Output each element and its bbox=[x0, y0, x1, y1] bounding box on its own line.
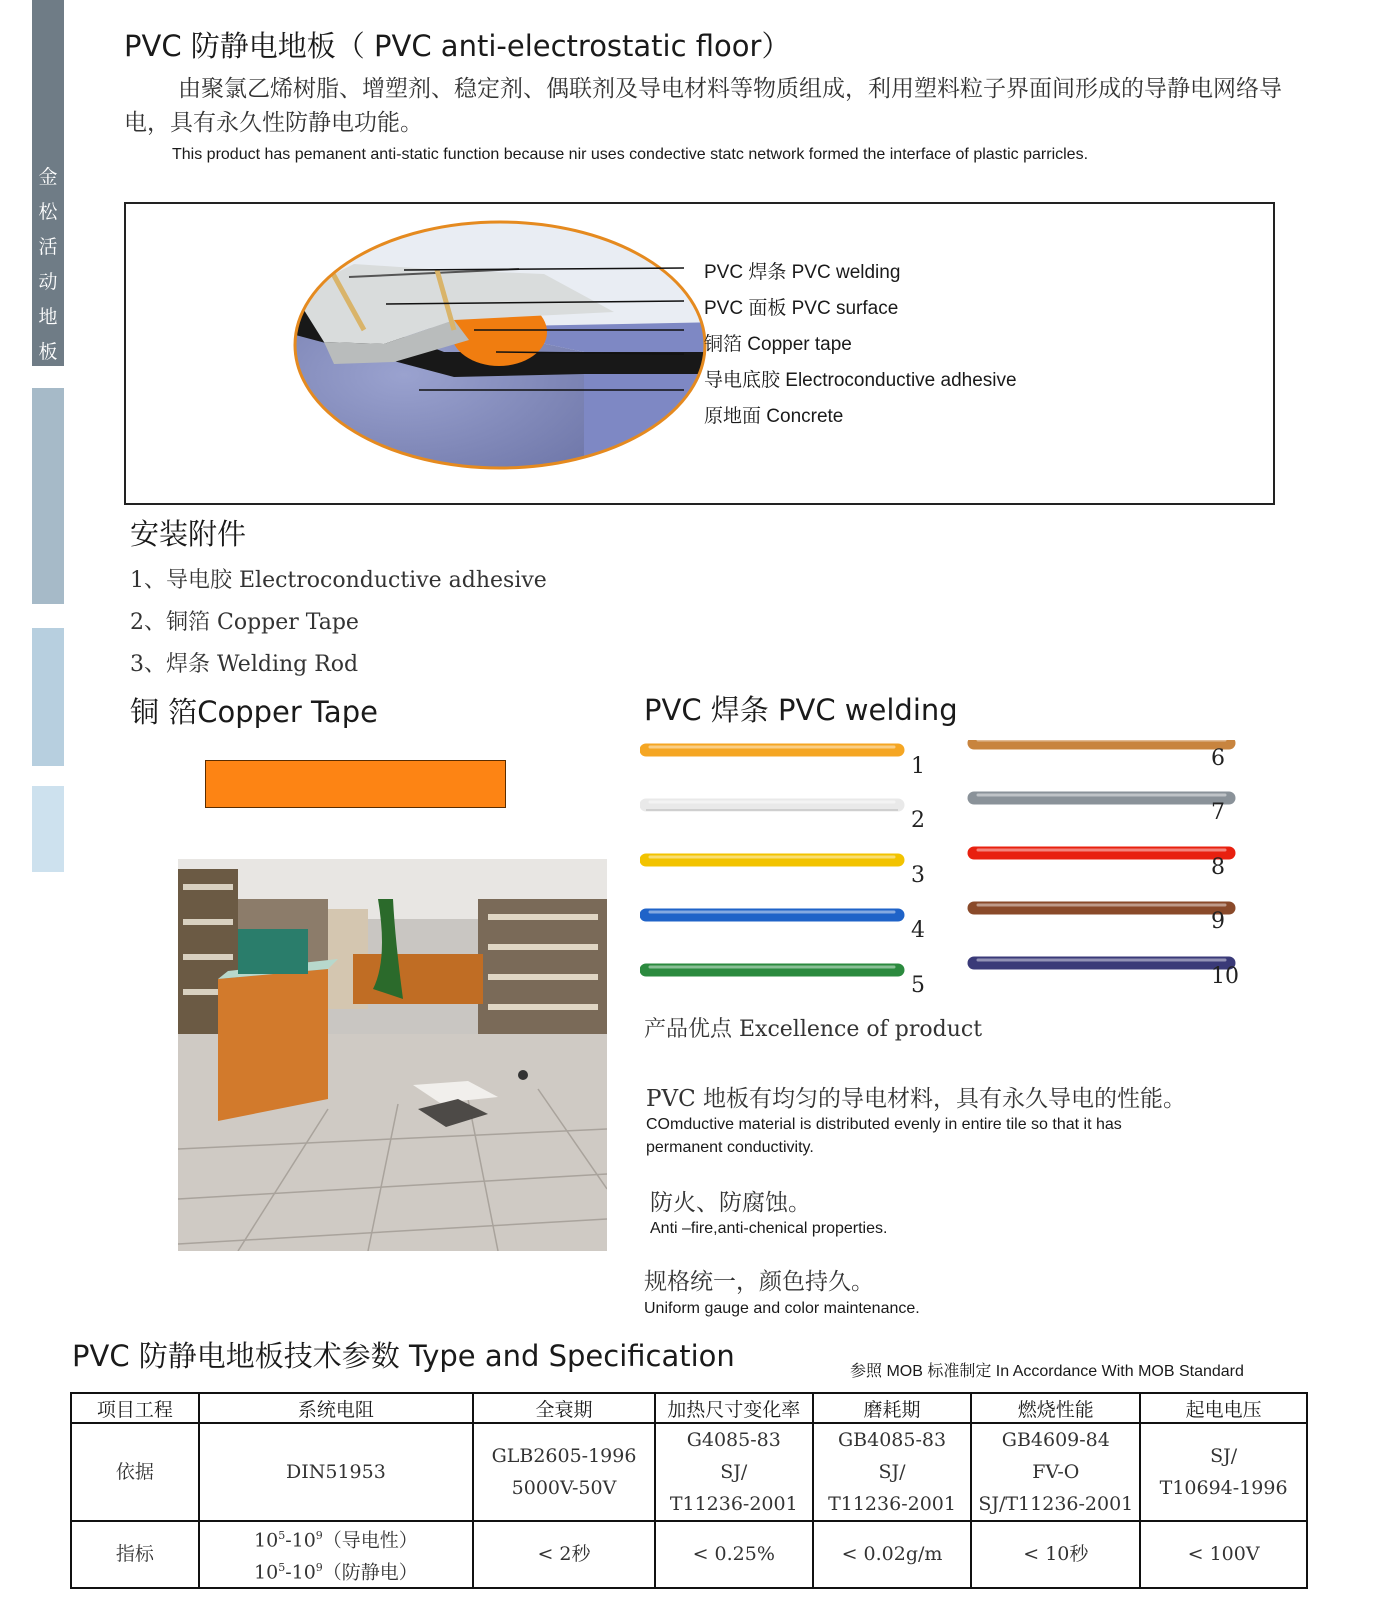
accessories-heading: 安装附件 bbox=[130, 517, 247, 551]
accessory-item: 2、铜箔 Copper Tape bbox=[130, 610, 359, 635]
cell-line: T11236-2001 bbox=[669, 1493, 798, 1515]
intro-english: This product has pemanent anti-static function because nir uses condective statc network formed the interface of plastic parricles. bbox=[172, 146, 1089, 163]
spec-heading: PVC 防静电地板技术参数 Type and Specification bbox=[72, 1339, 735, 1373]
spec-header-cell: 项目工程 bbox=[71, 1393, 199, 1423]
rod-number: 2 bbox=[911, 808, 925, 833]
exponent: 9 bbox=[315, 1561, 323, 1575]
cell-line: T10694-1996 bbox=[1159, 1477, 1288, 1499]
row-label: 依据 bbox=[71, 1423, 199, 1521]
decay-standard bbox=[473, 1423, 655, 1521]
excellence-heading: 产品优点 Excellence of product bbox=[644, 1017, 983, 1042]
copper-tape-swatch bbox=[205, 760, 506, 808]
note: （防静电） bbox=[322, 1561, 418, 1584]
accessory-item: 1、导电胶 Electroconductive adhesive bbox=[130, 568, 547, 593]
layer-label-adhesive: 导电底胶 Electroconductive adhesive bbox=[704, 370, 1017, 391]
page-title: PVC 防静电地板（ PVC anti-electrostatic floor） bbox=[124, 29, 791, 63]
cell-line: GLB2605-1996 bbox=[491, 1445, 637, 1467]
spec-row-basis bbox=[71, 1423, 1307, 1521]
brand-char: 松 bbox=[38, 201, 58, 223]
cell-line: SJ/ bbox=[1210, 1445, 1238, 1467]
rod-number: 8 bbox=[1211, 855, 1225, 880]
voltage-standard bbox=[1140, 1423, 1307, 1521]
spec-row-index bbox=[71, 1521, 1307, 1588]
cell-line: FV-O bbox=[1032, 1461, 1080, 1483]
copper-tape-heading: 铜 箔Copper Tape bbox=[130, 695, 378, 729]
excellence-point-en: Uniform gauge and color maintenance. bbox=[644, 1300, 920, 1317]
intro-chinese: 由聚氯乙烯树脂、增塑剂、稳定剂、偶联剂及导电材料等物质组成，利用塑料粒子界面间形成的导静电网络导电，具有永久性防静电功能。 bbox=[124, 76, 1282, 136]
exponent: 5 bbox=[278, 1529, 286, 1542]
spec-header-cell: 全衰期 bbox=[473, 1393, 655, 1423]
spec-note: 参照 MOB 标准制定 In Accordance With MOB Standard bbox=[850, 1363, 1244, 1380]
note: （导电性） bbox=[322, 1529, 418, 1552]
excellence-point-cn: 防火、防腐蚀。 bbox=[650, 1190, 811, 1216]
heat-standard bbox=[655, 1423, 813, 1521]
spec-header-row bbox=[71, 1393, 1307, 1423]
rod-number: 3 bbox=[911, 863, 925, 888]
excellence-point-en: permanent conductivity. bbox=[646, 1139, 814, 1156]
rod-number: 7 bbox=[1211, 800, 1225, 825]
wear-value: < 0.02g/m bbox=[813, 1521, 972, 1588]
cell-line: G4085-83 bbox=[686, 1429, 781, 1451]
rod-number: 9 bbox=[1211, 909, 1225, 934]
rod-number: 1 bbox=[911, 754, 925, 779]
excellence-point-en: Anti –fire,anti-chenical properties. bbox=[650, 1220, 888, 1237]
brand-char: 活 bbox=[38, 236, 58, 258]
fire-standard bbox=[971, 1423, 1140, 1521]
rod-number: 4 bbox=[911, 918, 925, 943]
cell-line bbox=[200, 1554, 472, 1586]
sidebar-band-1 bbox=[32, 388, 64, 604]
wear-standard bbox=[813, 1423, 972, 1521]
excellence-point-cn: 规格统一，颜色持久。 bbox=[644, 1269, 874, 1295]
brand-char: 地 bbox=[38, 306, 58, 328]
welding-rods bbox=[640, 740, 1250, 990]
resistance-value bbox=[199, 1521, 473, 1588]
exponent: 9 bbox=[315, 1529, 323, 1542]
cell-line: GB4085-83 bbox=[837, 1429, 947, 1451]
spec-table bbox=[70, 1392, 1308, 1589]
exponent: 5 bbox=[278, 1561, 286, 1575]
cell-line: GB4609-84 bbox=[1001, 1429, 1110, 1451]
resistance-standard: DIN51953 bbox=[199, 1423, 473, 1521]
spec-header-cell: 起电电压 bbox=[1140, 1393, 1307, 1423]
cell-line: T11236-2001 bbox=[828, 1493, 956, 1515]
cell-line bbox=[200, 1522, 472, 1554]
cell-line: SJ/ bbox=[720, 1461, 748, 1483]
cell-line: SJ/ bbox=[878, 1461, 906, 1483]
cell-line: 5000V-50V bbox=[511, 1477, 617, 1499]
layer-label-copper: 铜箔 Copper tape bbox=[704, 334, 852, 355]
layer-label-welding: PVC 焊条 PVC welding bbox=[704, 262, 901, 283]
num: 10 bbox=[254, 1561, 279, 1584]
spec-header-cell: 燃烧性能 bbox=[971, 1393, 1140, 1423]
floor-cross-section-illustration bbox=[124, 202, 1275, 505]
layer-label-surface: PVC 面板 PVC surface bbox=[704, 298, 899, 319]
welding-heading: PVC 焊条 PVC welding bbox=[644, 693, 958, 727]
rod-number: 10 bbox=[1211, 964, 1239, 989]
brand-char: 板 bbox=[38, 341, 58, 363]
heat-value: < 0.25% bbox=[655, 1521, 813, 1588]
fire-value: < 10秒 bbox=[971, 1521, 1140, 1588]
num: 10 bbox=[254, 1529, 279, 1552]
rod-number: 5 bbox=[911, 973, 925, 998]
spec-header-cell: 磨耗期 bbox=[813, 1393, 972, 1423]
accessory-item: 3、焊条 Welding Rod bbox=[130, 652, 359, 677]
brand-char: 动 bbox=[38, 271, 58, 293]
voltage-value: < 100V bbox=[1140, 1521, 1307, 1588]
cell-line: SJ/T11236-2001 bbox=[978, 1493, 1134, 1515]
num: -10 bbox=[285, 1561, 316, 1584]
num: -10 bbox=[285, 1529, 316, 1552]
installed-floor-photo bbox=[178, 859, 607, 1251]
rod-number: 6 bbox=[1211, 746, 1225, 771]
sidebar-brand-text bbox=[32, 160, 64, 370]
excellence-point-en: COmductive material is distributed evenly in entire tile so that it has bbox=[646, 1116, 1122, 1133]
spec-header-cell: 加热尺寸变化率 bbox=[655, 1393, 813, 1423]
sidebar-band-3 bbox=[32, 786, 64, 872]
brand-char: 金 bbox=[38, 166, 58, 188]
spec-header-cell: 系统电阻 bbox=[199, 1393, 473, 1423]
decay-value: < 2秒 bbox=[473, 1521, 655, 1588]
row-label: 指标 bbox=[71, 1521, 199, 1588]
layer-label-concrete: 原地面 Concrete bbox=[704, 406, 844, 427]
excellence-point-cn: PVC 地板有均匀的导电材料，具有永久导电的性能。 bbox=[646, 1086, 1186, 1112]
sidebar-band-2 bbox=[32, 628, 64, 766]
